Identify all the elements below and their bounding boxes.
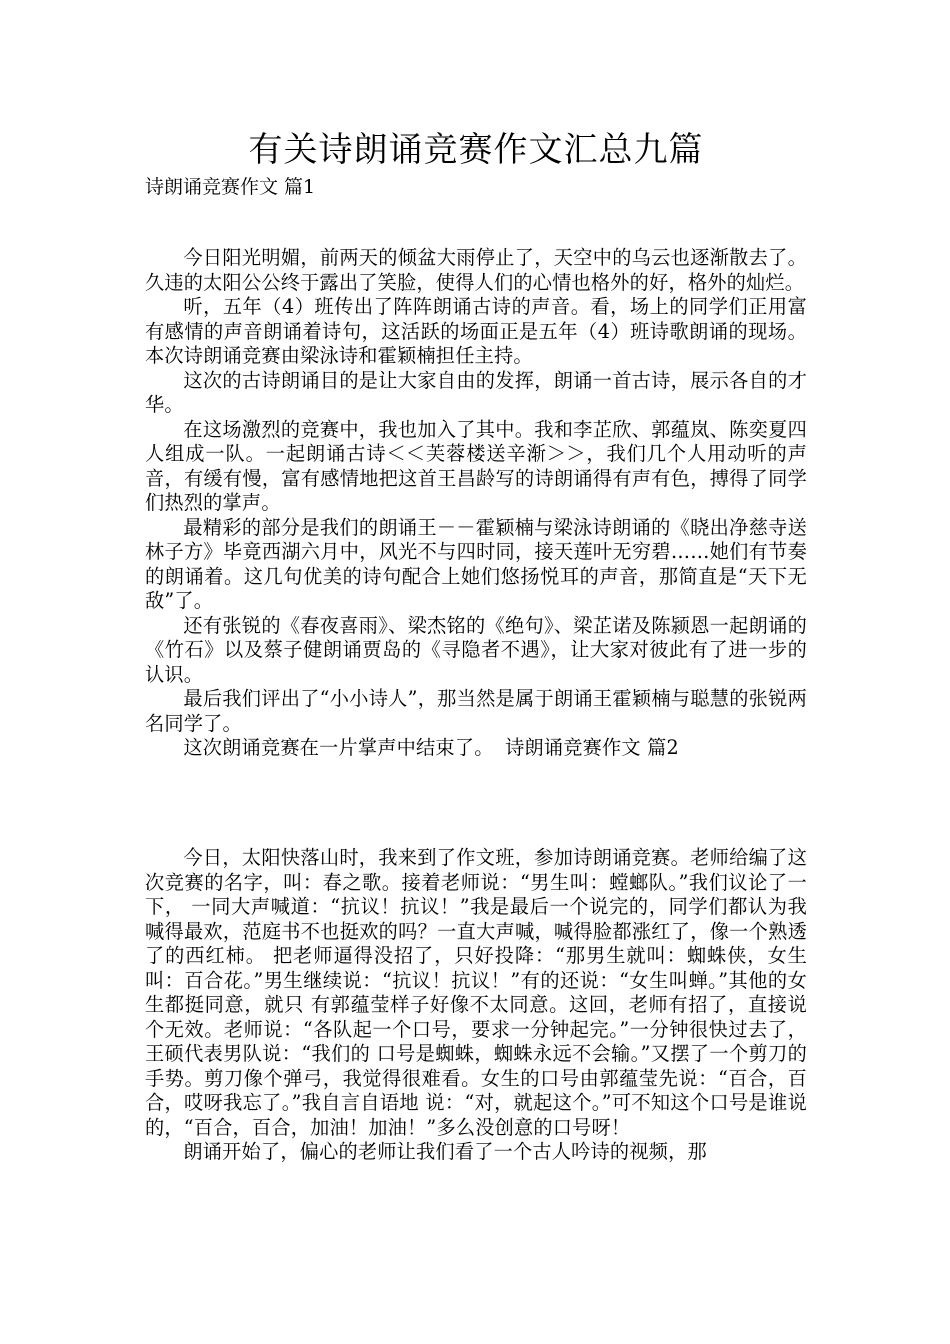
document-title: 有关诗朗诵竞赛作文汇总九篇 (248, 130, 704, 170)
paragraph: 在这场激烈的竞赛中，我也加入了其中。我和李芷欣、郭蕴岚、陈奕夏四人组成一队。一起朗诵古诗＜＜芙蓉楼送辛渐＞＞，我们几个人用动听的声音，有缓有慢，富有感情地把这首王昌龄写的诗朗诵得有声有色，搏得了同学们热烈的掌声。 (145, 417, 807, 514)
paragraph: 最后我们评出了“小小诗人”，那当然是属于朗诵王霍颖楠与聪慧的张锐两名同学了。 (145, 687, 807, 735)
section-heading-1: 诗朗诵竞赛作文 篇1 (145, 176, 316, 198)
section-heading-2: 诗朗诵竞赛作文 篇2 (505, 736, 679, 759)
paragraph: 还有张锐的《春夜喜雨》、梁杰铭的《绝句》、梁芷诺及陈颍恩一起朗诵的《竹石》以及蔡子健朗诵贾岛的《寻隐者不遇》，让大家对彼此有了进一步的认识。 (145, 613, 807, 686)
paragraph-with-heading (145, 736, 807, 761)
paragraph: 朗诵开始了，偏心的老师让我们看了一个古人吟诗的视频，那 (183, 1140, 707, 1163)
paragraph: 今日阳光明媚，前两天的倾盆大雨停止了，天空中的乌云也逐渐散去了。久违的太阳公公终于露出了笑脸，使得人们的心情也格外的好，格外的灿烂。 (145, 246, 807, 294)
paragraph: 这次的古诗朗诵目的是让大家自由的发挥，朗诵一首古诗，展示各自的才华。 (145, 368, 807, 416)
paragraph-text: 这次朗诵竞赛在一片掌声中结束了。 (183, 736, 494, 759)
paragraph: 今日，太阳快落山时，我来到了作文班，参加诗朗诵竞赛。老师给编了这次竞赛的名字，叫：春之歌。接着老师说：“男生叫：螳螂队。”我们议论了一下， 一同大声喊道：“抗议！抗议！”我是最后一个说完的，同学们都认为我喊得最欢，范庭书不也挺欢的吗？一直大声喊，喊得脸都涨红了，像一个熟透了的西红柿。 把老师逼得没招了，只好投降：“那男生就叫：蜘蛛侠，女生叫：百合花。”男生继续说：“抗议！抗议！”有的还说：“女生叫蝉。”其他的女生都挺同意，就只 有郭蕴莹样子好像不太同意。这回，老师有招了，直接说个无效。老师说：“各队起一个口号，要求一分钟起完。”一分钟很快过去了，王硕代表男队说：“我们的 口号是蜘蛛，蜘蛛永远不会输。”又摆了一个剪刀的手势。剪刀像个弹弓，我觉得很难看。女生的口号由郭蕴莹先说：“百合，百合，哎呀我忘了。”我自言自语地 说：“对，就起这个。”可不知这个口号是谁说的，“百合，百合，加油！加油！”多么没创意的口号呀！ (145, 846, 807, 1139)
section-2-body (145, 846, 807, 1165)
paragraph: 最精彩的部分是我们的朗诵王－－霍颖楠与梁泳诗朗诵的《晓出净慈寺送林子方》毕竟西湖六月中，风光不与四时同，接天莲叶无穷碧……她们有节奏的朗诵着。这几句优美的诗句配合上她们悠扬悦耳的声音，那简直是“天下无敌”了。 (145, 515, 807, 612)
section-1-body (145, 246, 807, 761)
paragraph: 听，五年（4）班传出了阵阵朗诵古诗的声音。看，场上的同学们正用富有感情的声音朗诵着诗句，这活跃的场面正是五年（4）班诗歌朗诵的现场。本次诗朗诵竞赛由梁泳诗和霍颖楠担任主持。 (145, 295, 807, 367)
